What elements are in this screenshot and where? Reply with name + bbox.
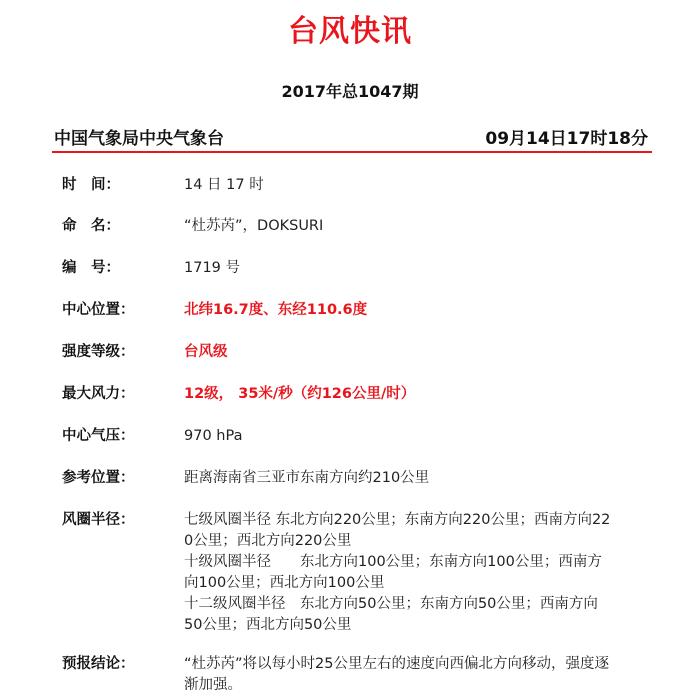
header-divider <box>52 151 652 153</box>
field-value: 北纬16.7度、东经110.6度 <box>184 302 368 318</box>
wind-radius-value <box>184 510 644 636</box>
field-value: 距离海南省三亚市东南方向约210公里 <box>184 470 430 486</box>
forecast-line: 渐加强。 <box>184 677 242 693</box>
field-label: 中心位置： <box>62 302 135 318</box>
wind-radius-line: 0公里；西北方向220公里 <box>184 533 352 549</box>
agency-name: 中国气象局中央气象台 <box>54 129 224 149</box>
wind-radius-line: 向100公里；西北方向100公里 <box>184 575 385 591</box>
field-label: 风圈半径： <box>62 512 135 528</box>
field-label: 命 名： <box>62 218 120 234</box>
field-label: 预报结论： <box>62 656 135 672</box>
field-value: 970 hPa <box>184 428 243 444</box>
issue-number: 2017年总1047期 <box>281 82 419 101</box>
field-value: 14 日 17 时 <box>184 177 264 193</box>
field-value: “杜苏芮”，DOKSURI <box>184 218 324 234</box>
field-label: 最大风力： <box>62 386 135 402</box>
wind-radius-line: 七级风圈半径 东北方向220公里；东南方向220公里；西南方向22 <box>184 512 611 528</box>
wind-radius-line: 50公里；西北方向50公里 <box>184 617 352 633</box>
field-label: 参考位置： <box>62 470 135 486</box>
bulletin-title: 台风快讯 <box>288 14 412 49</box>
field-label: 编 号： <box>62 260 120 276</box>
field-value: 1719 号 <box>184 260 241 276</box>
forecast-line: “杜苏芮”将以每小时25公里左右的速度向西偏北方向移动，强度逐 <box>184 656 609 672</box>
forecast-value <box>184 654 644 696</box>
field-label: 强度等级： <box>62 344 135 360</box>
wind-radius-line: 十级风圈半径 东北方向100公里；东南方向100公里；西南方 <box>184 554 602 570</box>
field-value: 台风级 <box>184 344 228 360</box>
field-value: 12级， 35米/秒（约126公里/时） <box>184 386 416 402</box>
field-label: 时 间： <box>62 177 120 193</box>
field-label: 中心气压： <box>62 428 135 444</box>
issue-datetime: 09月14日17时18分 <box>485 129 648 149</box>
wind-radius-line: 十二级风圈半径 东北方向50公里；东南方向50公里；西南方向 <box>184 596 598 612</box>
